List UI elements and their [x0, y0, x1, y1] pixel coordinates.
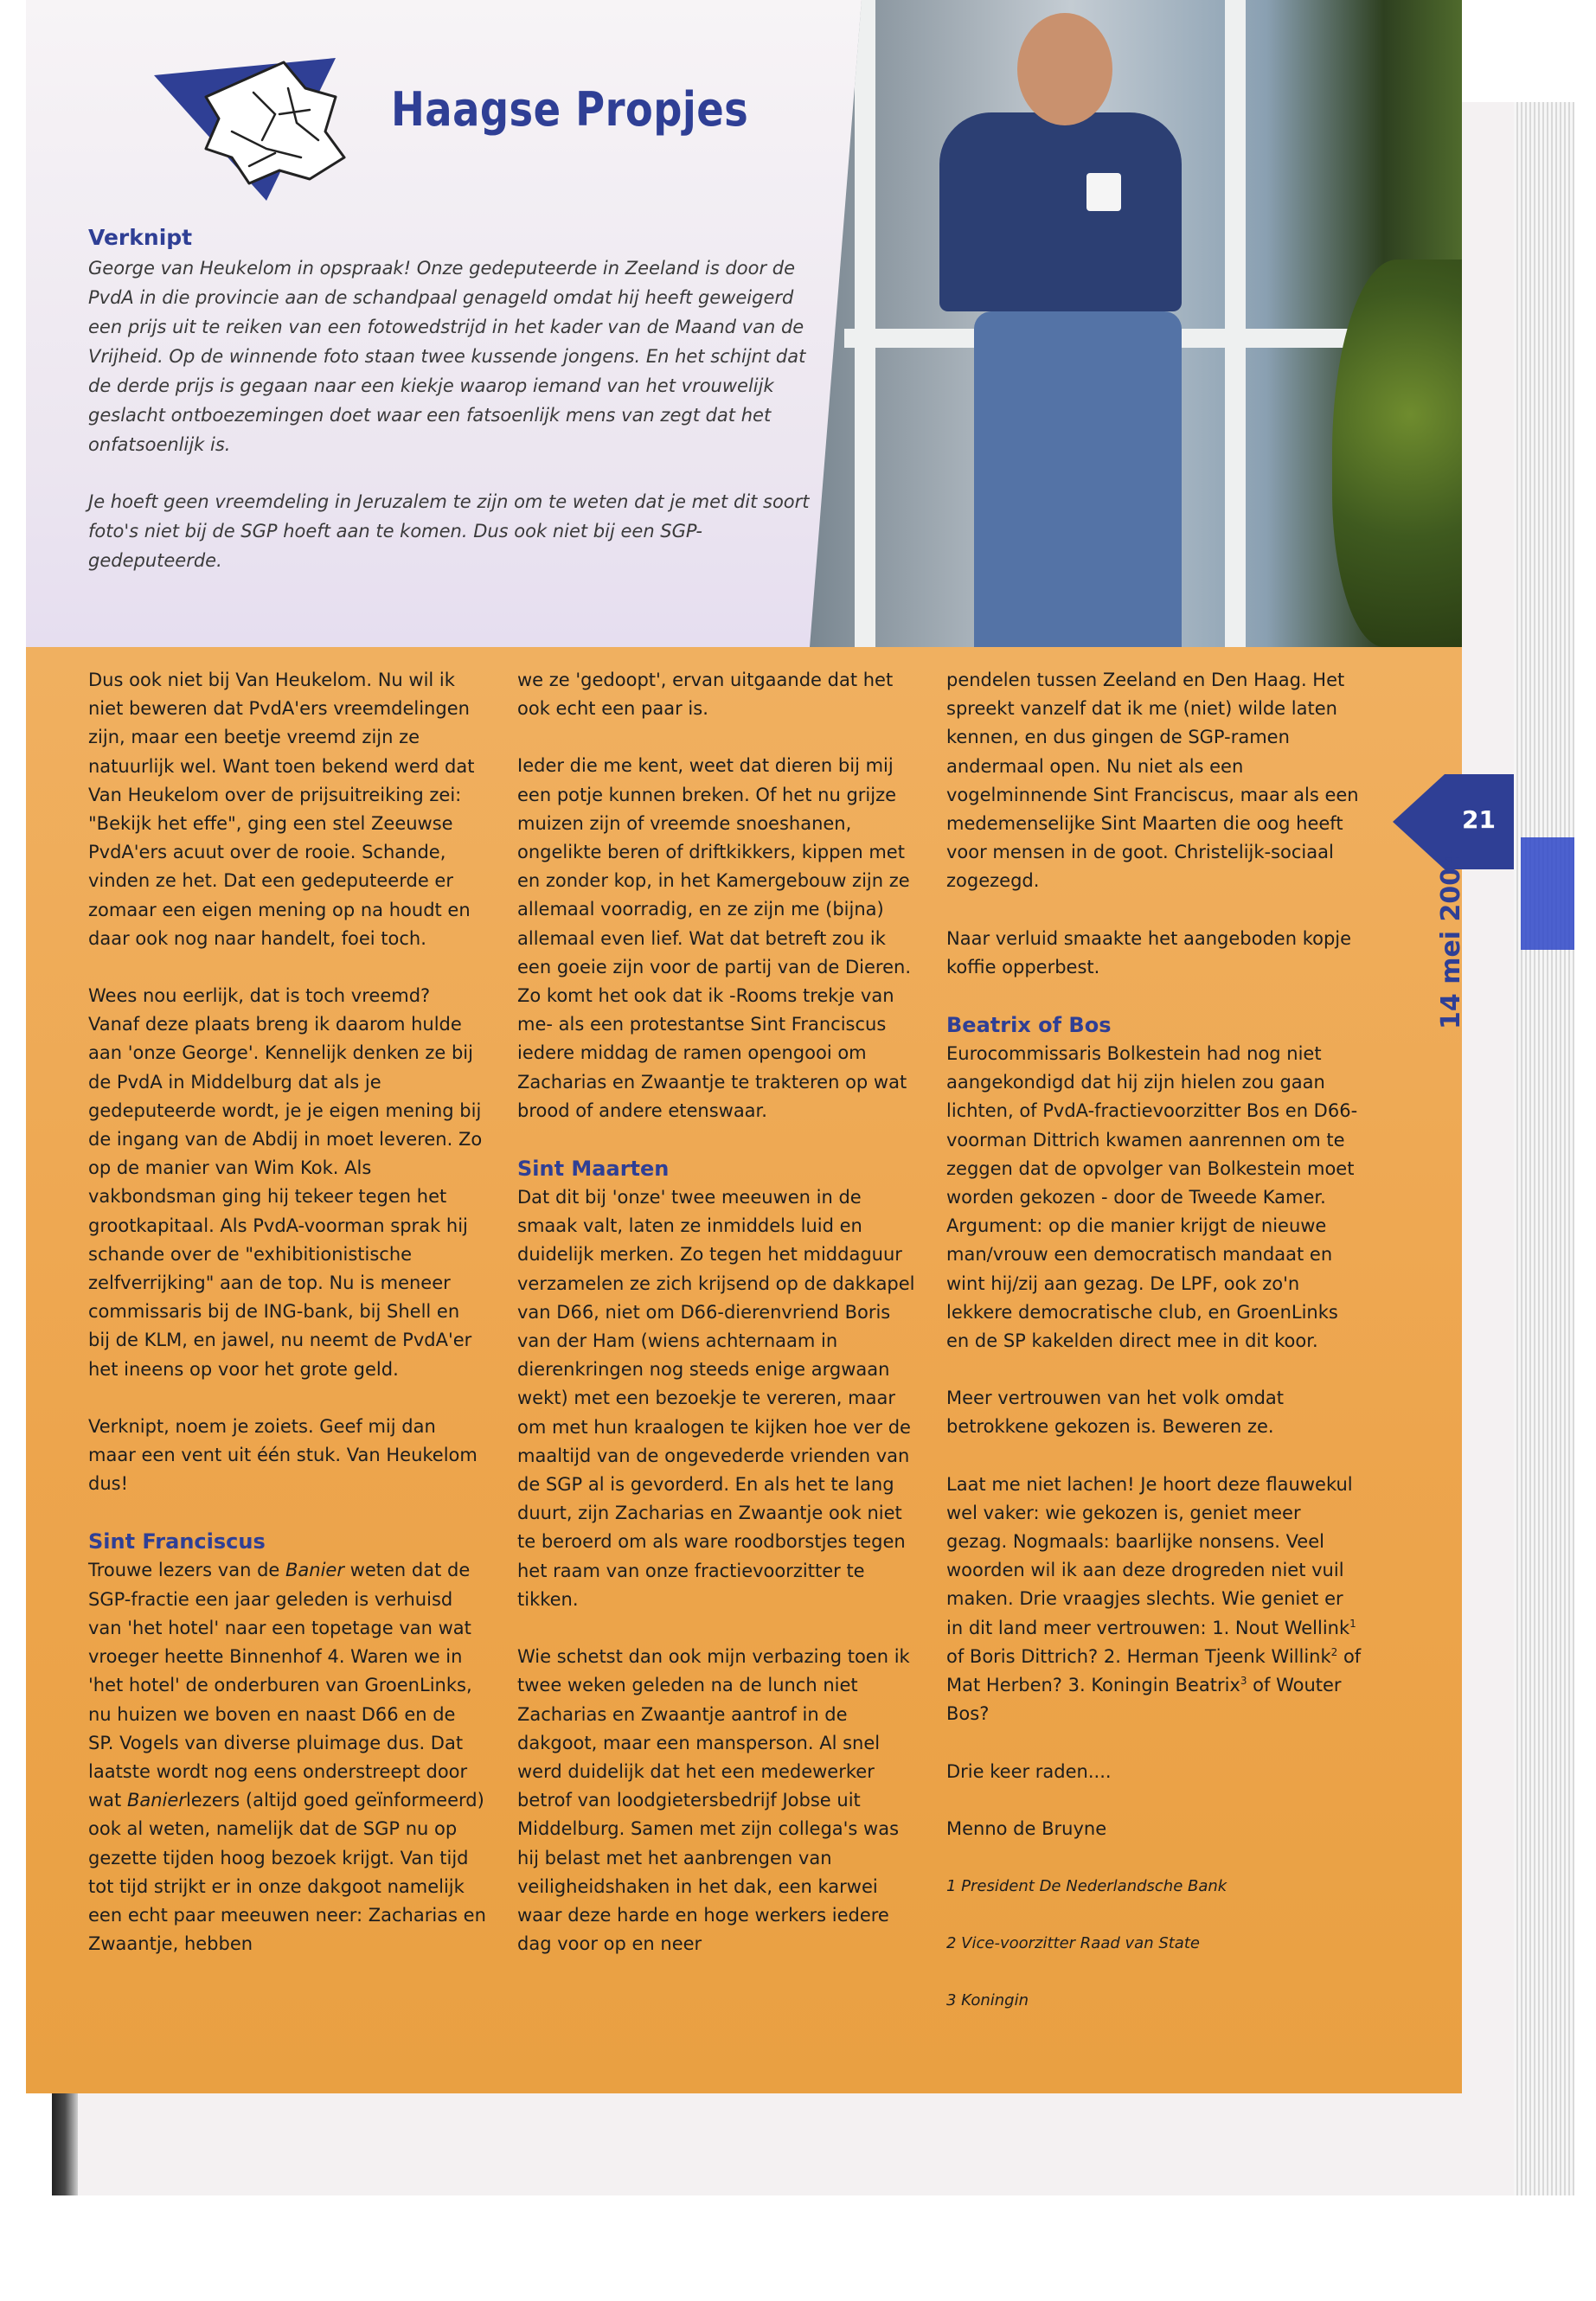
section-heading: Sint Maarten — [517, 1157, 670, 1182]
footnote-ref: 3 — [1240, 1675, 1247, 1688]
section-heading: Beatrix of Bos — [946, 1013, 1112, 1038]
footnote: 1 President De Nederlandsche Bank — [946, 1876, 1227, 1895]
crumpled-paper-logo-icon — [102, 28, 388, 201]
footnote: 3 Koningin — [946, 1990, 1029, 2009]
article-column — [946, 666, 1362, 2043]
plant — [1332, 260, 1462, 647]
article-paragraph: Drie keer raden.... — [946, 1760, 1112, 1782]
article-paragraph: Trouwe lezers van de Banier weten dat de SGP-fractie een jaar geleden is verhuisd van 'het hotel' naar een topetage van wat vroeger heette Binnenhof 4. Waren we in 'het hotel' de onderburen van GroenLinks, nu huizen we boven en naast D66 en de SP. Vogels van diverse pluimage dus. Dat laatste wordt nog eens onderstreept door wat Banierlezers (altijd goed geïnformeerd) ook al weten, namelijk dat de SGP nu op gezette tijden hoog bezoek krijgt. Van tijd tot tijd strijkt er in onze dakgoot namelijk een echt paar meeuwen neer: Zacharias en Zwaantje, hebben — [88, 1560, 486, 1955]
intro-paragraph: Je hoeft geen vreemdeling in Jeruzalem te zijn om te weten dat je met dit soort foto's niet bij de SGP hoeft aan te komen. Dus ook niet bij een SGP-gedeputeerde. — [88, 491, 810, 571]
photo-figure — [1017, 13, 1112, 125]
issue-date: 14 mei 2004 — [1436, 849, 1466, 1029]
footnote: 2 Vice-voorzitter Raad van State — [946, 1933, 1200, 1952]
publication-name: Banier — [126, 1790, 186, 1811]
article-paragraph: Naar verluid smaakte het aangeboden kopje koffie opperbest. — [946, 927, 1352, 977]
article-paragraph: Wees nou eerlijk, dat is toch vreemd? Vanaf deze plaats breng ik daarom hulde aan 'onze George'. Kennelijk denken ze bij de PvdA in Middelburg dat als je gedeputeerde wordt, je je eigen mening bij de ingang van de Abdij in moet leveren. Zo op de manier van Wim Kok. Als vakbondsman ging hij tekeer tegen het grootkapitaal. Als PvdA-voorman sprak hij schande over de "exhibitionistische zelfverrijking" aan de top. Nu is meneer commissaris bij de ING-bank, bij Shell en bij de KLM, en jawel, nu neemt de PvdA'er het ineens op voor het grote geld. — [88, 985, 483, 1380]
article-paragraph: Meer vertrouwen van het volk omdat betrokkene gekozen is. Beweren ze. — [946, 1388, 1284, 1438]
window-frame — [1225, 0, 1246, 647]
section-heading: Sint Franciscus — [88, 1529, 266, 1554]
photo-worker-with-coffee — [810, 0, 1462, 647]
page-title: Haagse Propjes — [391, 82, 749, 137]
photo-figure — [974, 311, 1182, 647]
article-paragraph: Verknipt, noem je zoiets. Geef mij dan maar een vent uit één stuk. Van Heukelom dus! — [88, 1415, 478, 1495]
coffee-cup — [1086, 173, 1121, 211]
article-paragraph: Laat me niet lachen! Je hoort deze flauwekul wel vaker: wie gekozen is, geniet meer gezag. Nogmaals: baarlijke nonsens. Veel woorden wil ik aan deze drogreden niet vuil maken. Drie vraagjes slechts. Wie geniet er in dit land meer vertrouwen: 1. Nout Wellink$^1$ of Boris Dittrich? 2. Herman Tjeenk Willink$^2$ of Mat Herben? 3. Koningin Beatrix$^3$ of Wouter Bos? — [946, 1473, 1362, 1725]
publication-name: Banier — [285, 1560, 344, 1581]
footnote-ref: 2 — [1330, 1645, 1338, 1658]
article-paragraph: Wie schetst dan ook mijn verbazing toen ik twee weken geleden na de lunch niet Zacharias en Zwaantje aantrof in de dakgoot, maar een mansperson. Al snel werd duidelijk dat het een medewerker betrof van loodgietersbedrijf Jobse uit Middelburg. Samen met zijn collega's was hij belast met het aanbrengen van veiligheidshaken in het dak, een karwei waar deze harde en hoge werkers iedere dag voor op en neer — [517, 1646, 910, 1955]
window-frame — [855, 0, 875, 647]
intro-section — [88, 225, 815, 603]
article-column — [88, 666, 486, 1987]
page-edges — [1514, 102, 1574, 2195]
article-paragraph: Dus ook niet bij Van Heukelom. Nu wil ik niet beweren dat PvdA'ers vreemdelingen zijn, maar een beetje vreemd zijn ze natuurlijk wel. Want toen bekend werd dat Van Heukelom over de prijsuitreiking zei: "Bekijk het effe", ging een stel Zeeuwse PvdA'ers acuut over de rooie. Schande, vinden ze het. Dat een gedeputeerde er zomaar een eigen mening op na houdt en daar ook nog naar handelt, foei toch. — [88, 670, 475, 949]
article-paragraph: Ieder die me kent, weet dat dieren bij mij een potje kunnen breken. Of het nu grijze muizen zijn of vreemde snoeshanen, ongelikte beren of driftkikkers, kippen met en zonder kop, in het Kamergebouw zijn ze allemaal voorradig, en ze zijn me (bijna) allemaal even lief. Wat dat betreft zou ik een goeie zijn voor de partij van de Dieren. Zo komt het ook dat ik -Rooms trekje van me- als een protestantse Sint Franciscus iedere middag de ramen opengooi om Zacharias en Zwaantje te trakteren op wat brood of andere etenswaar. — [517, 755, 912, 1121]
photo-figure — [939, 112, 1182, 311]
footnote-ref: 1 — [1349, 1617, 1356, 1630]
article-column — [517, 666, 915, 1987]
article-paragraph: pendelen tussen Zeeland en Den Haag. Het spreekt vanzelf dat ik me (niet) wilde laten kennen, en dus gingen de SGP-ramen andermaal open. Nu niet als een vogelminnende Sint Franciscus, maar als een medemenselijke Sint Maarten die oog heeft voor mensen in de goot. Christelijk-sociaal zogezegd. — [946, 670, 1359, 892]
section-heading: Verknipt — [88, 225, 193, 250]
intro-paragraph: George van Heukelom in opspraak! Onze gedeputeerde in Zeeland is door de PvdA in die provincie aan de schandpaal genageld omdat hij heeft geweigerd een prijs uit te reiken van een fotowedstrijd in het kader van de Maand van de Vrijheid. Op de winnende foto staan twee kussende jongens. En het schijnt dat de derde prijs is gegaan naar een kiekje waarop iemand van het vrouwelijk geslacht ontboezemingen doet waar een fatsoenlijk mens van zegt dat het onfatsoenlijk is. — [88, 258, 806, 455]
article-paragraph: Eurocommissaris Bolkestein had nog niet aangekondigd dat hij zijn hielen zou gaan lichten, of PvdA-fractievoorzitter Bos en D66-voorman Dittrich kwamen aanrennen om te zeggen dat de opvolger van Bolkestein moet worden gekozen - door de Tweede Kamer. Argument: op die manier krijgt de nieuwe man/vrouw een democratisch mandaat en wint hij/zij aan gezag. De LPF, ook zo'n lekkere democratische club, en GroenLinks en de SP kakelden direct mee in dit koor. — [946, 1043, 1358, 1352]
section-tab-edge — [1521, 837, 1574, 950]
article-paragraph: Dat dit bij 'onze' twee meeuwen in de smaak valt, laten ze inmiddels luid en duidelijk merken. Zo tegen het middaguur verzamelen ze zich krijsend op de dakkapel van D66, niet om D66-dierenvriend Boris van der Ham (wiens achternaam in dierenkringen nog steeds enige argwaan wekt) met een bezoekje te vereren, maar om met hun kraalogen te kijken hoe ver de maaltijd van de ongevederde vrienden van de SGP al is gevorderd. En als het te lang duurt, zijn Zacharias en Zwaantje ook niet te beroerd om als ware roodborstjes tegen het raam van onze fractievoorzitter te tikken. — [517, 1187, 915, 1610]
page-number: 21 — [1462, 805, 1496, 834]
article-paragraph: we ze 'gedoopt', ervan uitgaande dat het ook echt een paar is. — [517, 670, 894, 720]
author-byline: Menno de Bruyne — [946, 1817, 1107, 1839]
